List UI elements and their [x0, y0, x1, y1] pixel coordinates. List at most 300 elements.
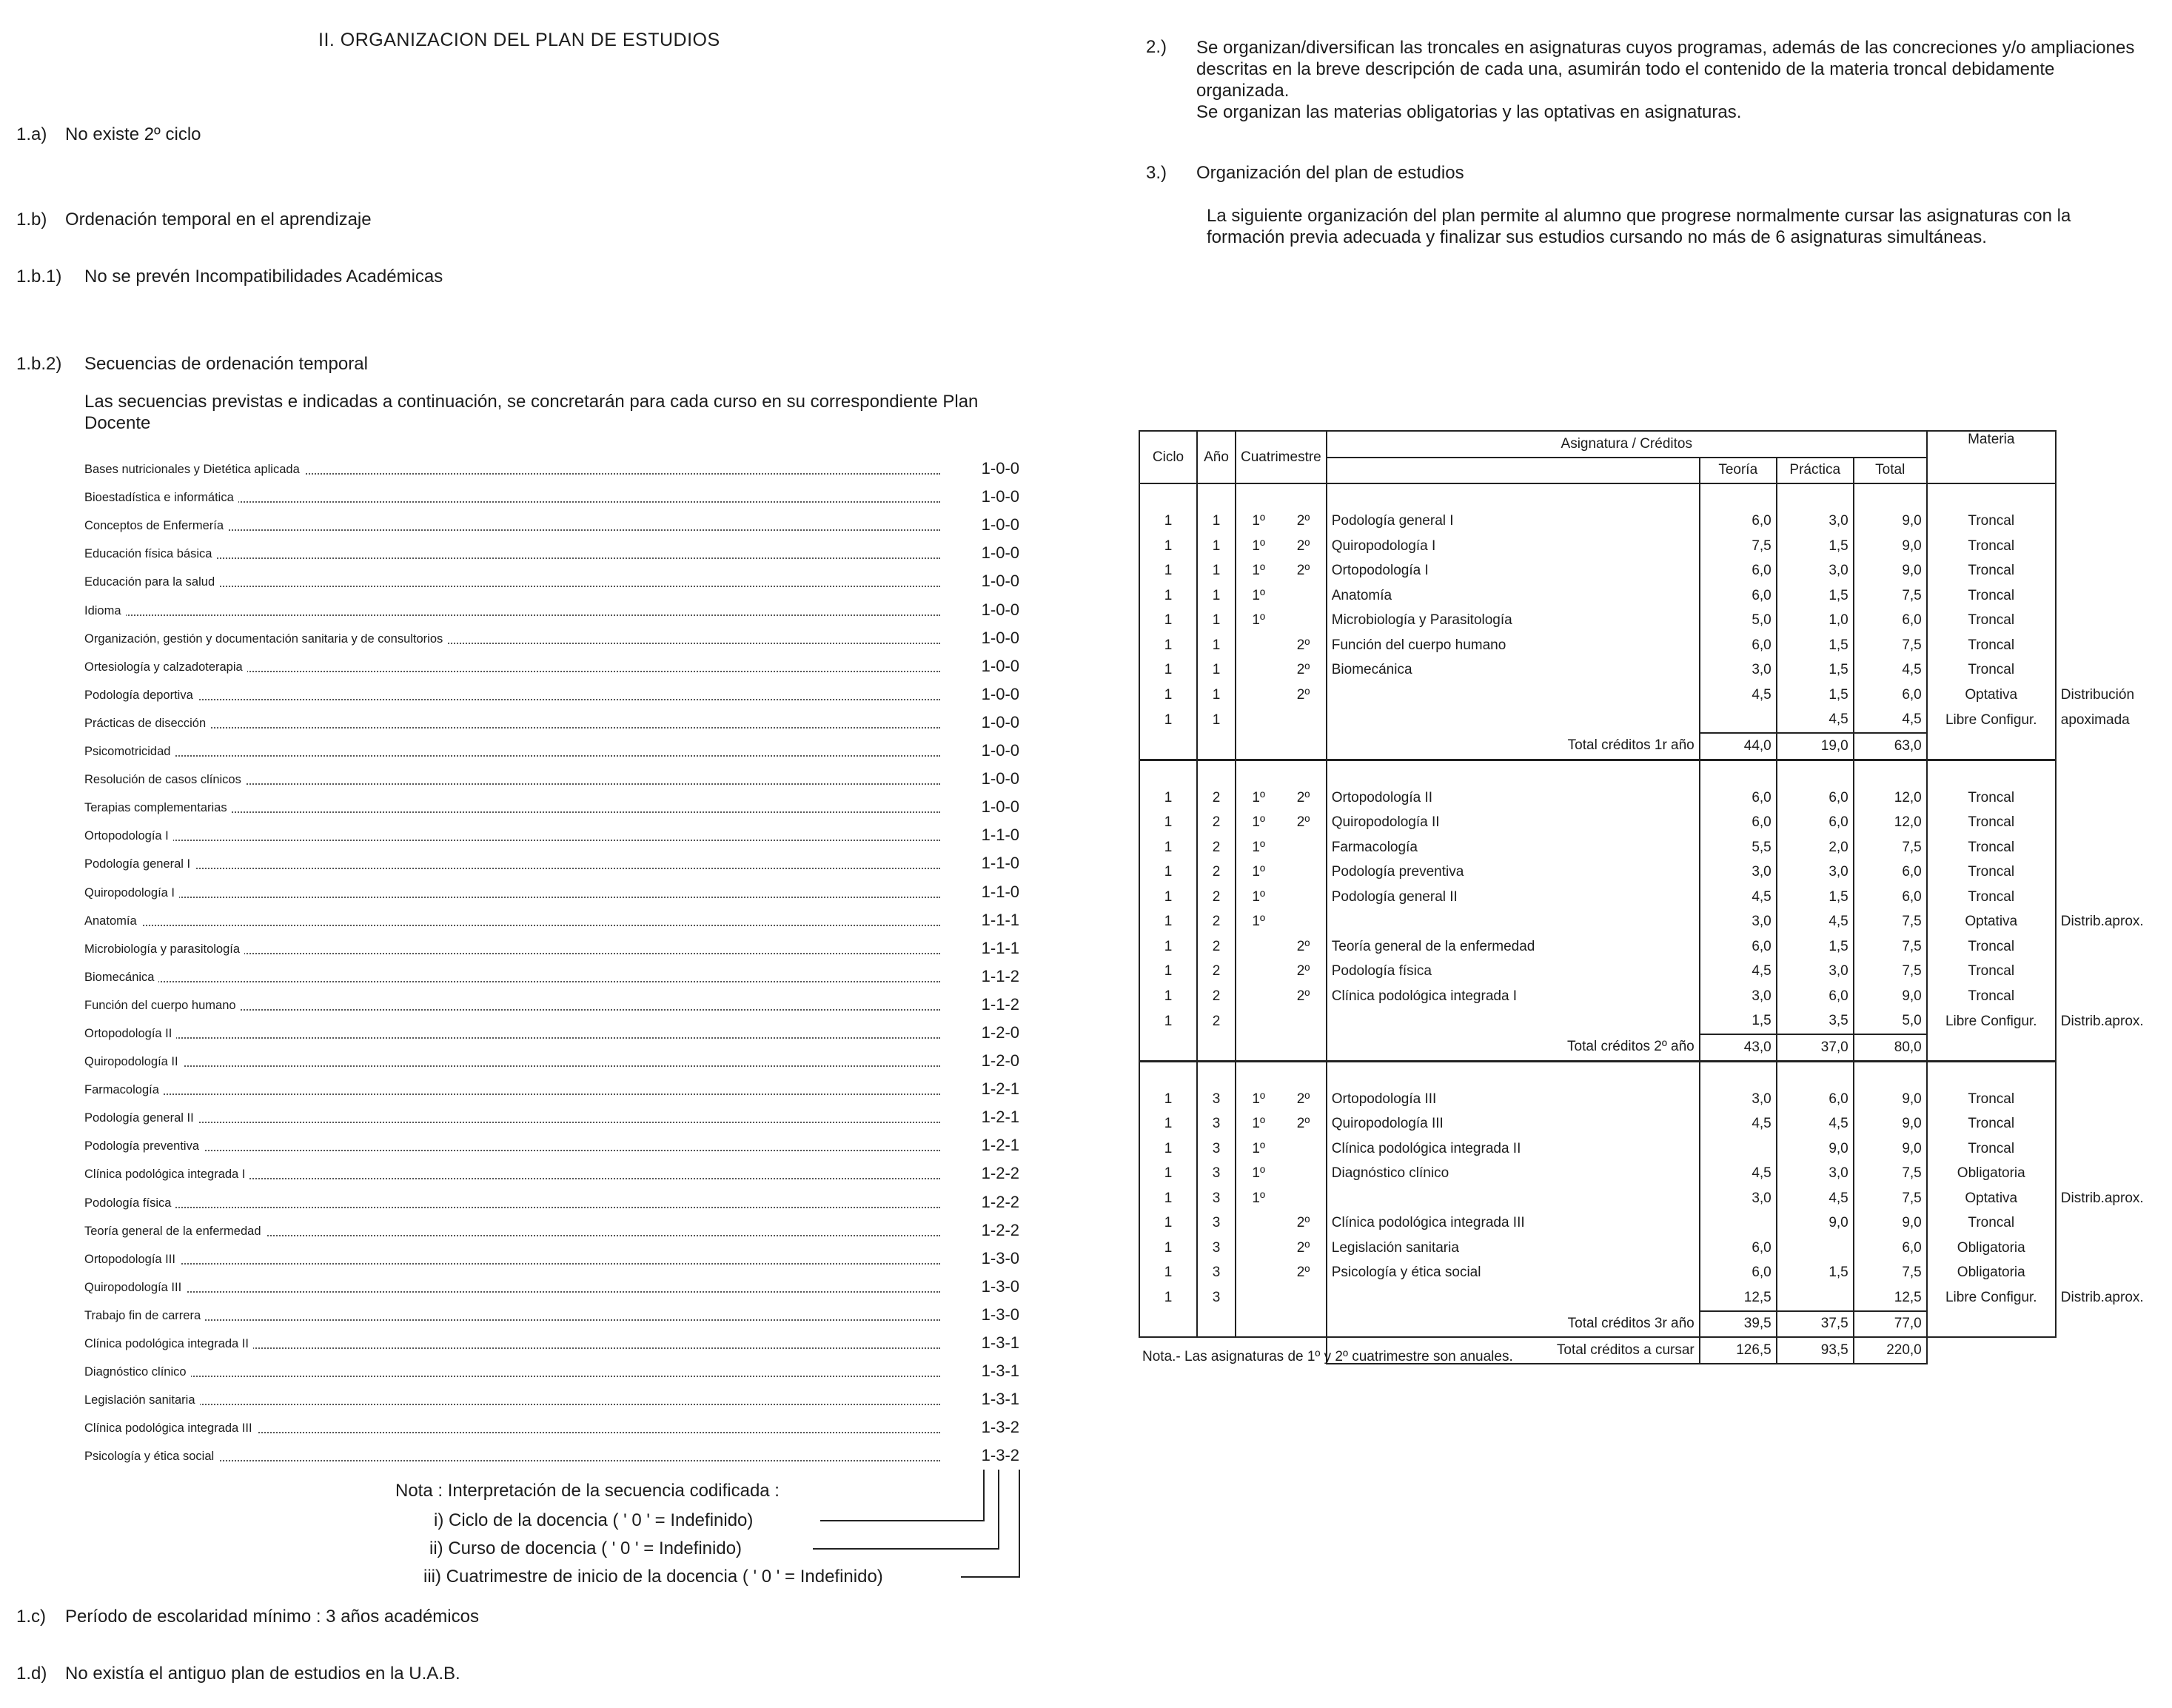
header-practica: Práctica [1777, 458, 1854, 484]
section-text: No existía el antiguo plan de estudios en la U.A.B. [65, 1664, 460, 1684]
sequence-code: 1-2-0 [981, 1022, 1019, 1042]
cell-materia: Troncal [1927, 559, 2056, 584]
cell-materia: Troncal [1927, 534, 2056, 559]
cell-q2 [1281, 885, 1326, 910]
table-row [1139, 885, 2148, 910]
sequence-code: 1-1-2 [981, 966, 1019, 985]
section-text: Período de escolaridad mínimo : 3 años académicos [65, 1607, 479, 1627]
sequence-row [81, 1047, 1022, 1075]
section-3-para: La siguiente organización del plan permite al alumno que progrese normalmente cursar las asignaturas con la formación previa adecuada y finalizar sus estudios cursando no más de 6 asignaturas simultáneas. [1207, 206, 2071, 247]
cell-teoria: 5,5 [1700, 835, 1777, 860]
cell-total: 9,0 [1854, 509, 1927, 535]
cell-practica: 1,5 [1777, 934, 1854, 960]
table-row [1139, 609, 2148, 634]
sequence-subject: Podología general II [84, 1111, 198, 1125]
cell-ciclo: 1 [1139, 1162, 1197, 1187]
cell-name: Anatomía [1327, 583, 1700, 609]
cell-q1 [1236, 1034, 1281, 1061]
cell-ciclo: 1 [1139, 984, 1197, 1009]
sequence-subject: Quiropodología I [84, 886, 179, 900]
total-row [1139, 1034, 2148, 1061]
section-1b [16, 210, 372, 230]
cell-total: 12,5 [1854, 1285, 1927, 1311]
cell-ext [2056, 934, 2148, 960]
sequence-row [81, 595, 1022, 623]
table-row [1139, 559, 2148, 584]
sequence-row [81, 1413, 1022, 1441]
cell-q1: 1º [1252, 888, 1265, 905]
cell-practica [1777, 1285, 1854, 1311]
cell-ext [2056, 960, 2148, 985]
dot-leader [84, 1065, 940, 1067]
cell-q2: 2º [1281, 683, 1326, 708]
cell-name: Ortopodología II [1327, 786, 1700, 811]
table-row [1139, 934, 2148, 960]
cell-q2: 2º [1281, 1236, 1326, 1261]
table-row [1139, 835, 2148, 860]
cell-teoria [1700, 1061, 1777, 1087]
sequence-subject: Función del cuerpo humano [84, 999, 241, 1013]
sequence-row [81, 934, 1022, 962]
cell-ext [2056, 609, 2148, 634]
cell-total: 6,0 [1854, 683, 1927, 708]
dot-leader [84, 840, 940, 841]
sequence-subject: Podología preventiva [84, 1139, 204, 1153]
sequence-subject: Bioestadística e informática [84, 491, 238, 505]
cell-q1 [1236, 760, 1281, 786]
cell-practica: 1,5 [1777, 633, 1854, 658]
note-item-i: i) Ciclo de la docencia ( ' 0 ' = Indefinido) [434, 1510, 754, 1530]
sequence-code: 1-0-0 [981, 487, 1019, 506]
cell-q1: 1º [1252, 587, 1265, 603]
cell-ciclo: 1 [1139, 1112, 1197, 1137]
cell-materia: Troncal [1927, 1112, 2056, 1137]
sequence-code: 1-1-0 [981, 854, 1019, 873]
sequence-row [81, 511, 1022, 539]
cell-q1 [1236, 1285, 1281, 1311]
cell-ciclo [1139, 733, 1197, 760]
cell-materia: Troncal [1927, 835, 2056, 860]
total-label: Total créditos a cursar [1327, 1337, 1700, 1364]
total-row [1139, 733, 2148, 760]
section-3-number: 3.) [1146, 163, 1167, 183]
cell-ciclo: 1 [1139, 683, 1197, 708]
cell-q1: 1º [1252, 789, 1265, 806]
cell-q2: 2º [1281, 559, 1326, 584]
cell-ciclo: 1 [1139, 1186, 1197, 1211]
cell-teoria: 3,0 [1700, 1087, 1777, 1112]
cell-q2: 2º [1281, 786, 1326, 811]
cell-teoria: 1,5 [1700, 1009, 1777, 1035]
cell-practica: 3,0 [1777, 509, 1854, 535]
sequence-row [81, 906, 1022, 934]
cell-total: 9,0 [1854, 1087, 1927, 1112]
cell-teoria [1700, 1211, 1777, 1236]
cell-total: 9,0 [1854, 559, 1927, 584]
sequence-subject: Prácticas de disección [84, 717, 210, 731]
cell-teoria: 6,0 [1700, 633, 1777, 658]
cell-q2 [1281, 1034, 1326, 1061]
sequence-code: 1-1-1 [981, 938, 1019, 957]
cell-teoria [1700, 760, 1777, 786]
cell-ciclo [1139, 1061, 1197, 1087]
cell-teoria: 3,0 [1700, 658, 1777, 683]
cell-ano: 1 [1197, 633, 1236, 658]
cell-ano: 1 [1197, 609, 1236, 634]
header-name-blank [1327, 458, 1700, 484]
cell-q1 [1236, 683, 1281, 708]
table-row [1139, 708, 2148, 734]
cell-name: Ortopodología I [1327, 559, 1700, 584]
table-row [1139, 1112, 2148, 1137]
cell-q1 [1236, 1061, 1281, 1087]
cell-practica: 4,5 [1777, 708, 1854, 734]
cell-ano: 1 [1197, 583, 1236, 609]
cell-teoria [1700, 1136, 1777, 1162]
cell-ext [2056, 559, 2148, 584]
sequence-row [81, 1159, 1022, 1188]
cell-ext: Distrib.aprox. [2060, 1190, 2144, 1206]
cell-ano: 2 [1197, 885, 1236, 910]
sequence-list [81, 455, 1022, 1470]
section-1d [16, 1664, 460, 1684]
cell-ano: 1 [1197, 658, 1236, 683]
cell-practica: 1,5 [1777, 583, 1854, 609]
cell-q2: 2º [1281, 811, 1326, 836]
note-item-iii: iii) Cuatrimestre de inicio de la docencia ( ' 0 ' = Indefinido) [423, 1567, 883, 1587]
dot-leader [84, 1150, 940, 1151]
cell-ciclo: 1 [1139, 708, 1197, 734]
credits-table-body [1139, 431, 2148, 1364]
cell-q1 [1236, 733, 1281, 760]
dot-leader [84, 614, 940, 616]
cell-materia: Libre Configur. [1927, 708, 2056, 734]
table-row [1139, 1285, 2148, 1311]
section-3-text: Organización del plan de estudios [1196, 163, 1464, 183]
sequence-code: 1-0-0 [981, 684, 1019, 703]
cell-name: Clínica podológica integrada III [1327, 1211, 1700, 1236]
sequence-code: 1-0-0 [981, 741, 1019, 760]
sequence-row [81, 793, 1022, 821]
cell-materia: Troncal [1927, 509, 2056, 535]
cell-materia [1927, 733, 2056, 760]
cell-q2: 2º [1281, 1211, 1326, 1236]
sequence-code: 1-0-0 [981, 797, 1019, 817]
table-row [1139, 1136, 2148, 1162]
cell-materia [1927, 483, 2056, 509]
cell-teoria: 6,0 [1700, 1236, 1777, 1261]
cell-ano: 2 [1197, 860, 1236, 885]
cell-practica: 4,5 [1777, 910, 1854, 935]
sequence-subject: Teoría general de la enfermedad [84, 1225, 266, 1239]
cell-q1 [1236, 633, 1281, 658]
cell-ano [1197, 1311, 1236, 1338]
cell-teoria: 4,5 [1700, 885, 1777, 910]
cell-teoria: 3,0 [1700, 910, 1777, 935]
cell-total: 12,0 [1854, 811, 1927, 836]
cell-total: 6,0 [1854, 885, 1927, 910]
cell-practica: 9,0 [1777, 1136, 1854, 1162]
section-1c [16, 1607, 479, 1627]
total-total: 63,0 [1854, 733, 1927, 760]
bracket-line [961, 1470, 1020, 1578]
cell-ext [2056, 984, 2148, 1009]
section-2-number: 2.) [1146, 37, 1167, 57]
cell-teoria: 3,0 [1700, 984, 1777, 1009]
table-spacer-row [1139, 1061, 2148, 1087]
section-2-text [1196, 37, 2151, 123]
cell-q2 [1281, 483, 1326, 509]
dot-leader [84, 1037, 940, 1039]
cell-ext [2056, 733, 2148, 760]
cell-ext [2056, 811, 2148, 836]
cell-name [1327, 708, 1700, 734]
dot-leader [84, 727, 940, 729]
sequence-row [81, 1301, 1022, 1329]
cell-q2: 2º [1281, 934, 1326, 960]
section-1a [16, 124, 201, 145]
table-row [1139, 658, 2148, 683]
cell-ano: 2 [1197, 786, 1236, 811]
cell-practica: 6,0 [1777, 984, 1854, 1009]
sequence-code: 1-2-1 [981, 1079, 1019, 1099]
cell-q1 [1236, 1236, 1281, 1261]
sequence-row [81, 1188, 1022, 1216]
cell-q1 [1236, 658, 1281, 683]
cell-ext [2056, 1311, 2148, 1338]
cell-total: 7,5 [1854, 934, 1927, 960]
section-number: 1.c) [16, 1607, 47, 1627]
cell-ext [2056, 509, 2148, 535]
total-teoria: 126,5 [1700, 1337, 1777, 1364]
table-row [1139, 509, 2148, 535]
cell-ano: 1 [1197, 708, 1236, 734]
cell-q2 [1281, 1061, 1326, 1087]
cell-teoria: 3,0 [1700, 860, 1777, 885]
cell-name [1327, 760, 1700, 786]
sequence-row [81, 709, 1022, 737]
cell-materia: Troncal [1927, 1211, 2056, 1236]
cell-practica: 3,5 [1777, 1009, 1854, 1035]
cell-total: 4,5 [1854, 708, 1927, 734]
cell-q1: 1º [1252, 914, 1265, 930]
section-1b2 [16, 354, 368, 375]
cell-q2: 2º [1281, 534, 1326, 559]
cell-q2 [1281, 910, 1326, 935]
sequence-row [81, 765, 1022, 793]
sequence-subject: Terapias complementarias [84, 801, 232, 815]
cell-teoria: 5,0 [1700, 609, 1777, 634]
cell-total: 7,5 [1854, 960, 1927, 985]
cell-ciclo: 1 [1139, 609, 1197, 634]
total-teoria: 43,0 [1700, 1034, 1777, 1061]
cell-ext [2056, 885, 2148, 910]
cell-name: Diagnóstico clínico [1327, 1162, 1700, 1187]
cell-q1: 1º [1252, 537, 1265, 554]
sequence-code: 1-3-2 [981, 1446, 1019, 1465]
cell-name: Quiropodología I [1327, 534, 1700, 559]
cell-name: Farmacología [1327, 835, 1700, 860]
cell-practica: 1,5 [1777, 1261, 1854, 1286]
sequence-code: 1-3-1 [981, 1333, 1019, 1352]
sequence-row [81, 1357, 1022, 1385]
cell-name [1327, 483, 1700, 509]
cell-name: Ortopodología III [1327, 1087, 1700, 1112]
cell-total: 5,0 [1854, 1009, 1927, 1035]
sequence-code: 1-2-1 [981, 1108, 1019, 1127]
sequence-code: 1-2-2 [981, 1220, 1019, 1239]
cell-materia [1927, 1337, 2056, 1364]
cell-total: 6,0 [1854, 609, 1927, 634]
cell-ext: apoximada [2060, 711, 2130, 728]
dot-leader [84, 1207, 940, 1208]
table-spacer-row [1139, 760, 2148, 786]
dot-leader [84, 868, 940, 869]
sequence-code: 1-3-0 [981, 1248, 1019, 1267]
cell-practica: 1,5 [1777, 658, 1854, 683]
sequence-row [81, 624, 1022, 652]
sequence-subject: Bases nutricionales y Dietética aplicada [84, 463, 304, 477]
cell-name: Quiropodología II [1327, 811, 1700, 836]
cell-ext [2056, 633, 2148, 658]
cell-teoria: 6,0 [1700, 559, 1777, 584]
cell-practica [1777, 760, 1854, 786]
cell-teoria: 6,0 [1700, 786, 1777, 811]
total-label: Total créditos 2º año [1327, 1034, 1700, 1061]
cell-name: Psicología y ética social [1327, 1261, 1700, 1286]
cell-teoria: 3,0 [1700, 1186, 1777, 1211]
cell-ext [2056, 483, 2148, 509]
cell-practica: 2,0 [1777, 835, 1854, 860]
cell-teoria: 4,5 [1700, 960, 1777, 985]
cell-ext [2056, 658, 2148, 683]
cell-q2 [1281, 1162, 1326, 1187]
cell-q1: 1º [1252, 839, 1265, 855]
cell-practica: 1,5 [1777, 683, 1854, 708]
cell-total: 9,0 [1854, 1136, 1927, 1162]
sequence-subject: Ortopodología III [84, 1253, 180, 1267]
sequence-row [81, 849, 1022, 877]
sequence-row [81, 1216, 1022, 1245]
total-label: Total créditos 3r año [1327, 1311, 1700, 1338]
credits-table [1139, 430, 2148, 1364]
cell-ciclo: 1 [1139, 534, 1197, 559]
cell-ano: 3 [1197, 1285, 1236, 1311]
cell-q1 [1236, 1261, 1281, 1286]
cell-total: 7,5 [1854, 835, 1927, 860]
cell-teoria: 6,0 [1700, 1261, 1777, 1286]
table-row [1139, 860, 2148, 885]
sequence-code: 1-2-2 [981, 1164, 1019, 1183]
cell-materia: Optativa [1927, 1186, 2056, 1211]
cell-ciclo: 1 [1139, 1009, 1197, 1035]
cell-total: 12,0 [1854, 786, 1927, 811]
cell-ano: 3 [1197, 1136, 1236, 1162]
cell-ciclo [1139, 1311, 1197, 1338]
cell-materia: Obligatoria [1927, 1236, 2056, 1261]
cell-ext [2056, 1236, 2148, 1261]
cell-practica: 6,0 [1777, 811, 1854, 836]
sequence-subject: Ortopodología I [84, 829, 173, 843]
cell-total: 7,5 [1854, 910, 1927, 935]
sequence-subject: Educación para la salud [84, 575, 219, 589]
table-row [1139, 534, 2148, 559]
cell-name: Podología física [1327, 960, 1700, 985]
cell-name [1327, 1061, 1700, 1087]
cell-ciclo: 1 [1139, 811, 1197, 836]
cell-ano: 2 [1197, 984, 1236, 1009]
sequence-code: 1-0-0 [981, 543, 1019, 563]
cell-ciclo: 1 [1139, 1236, 1197, 1261]
cell-ano: 1 [1197, 559, 1236, 584]
cell-ano: 3 [1197, 1236, 1236, 1261]
header-cuatrimestre: Cuatrimestre [1236, 431, 1327, 483]
sequence-subject: Ortesiología y calzadoterapia [84, 660, 247, 674]
cell-q1 [1236, 708, 1281, 734]
cell-q2: 2º [1281, 1112, 1326, 1137]
total-practica: 37,5 [1777, 1311, 1854, 1338]
cell-materia: Troncal [1927, 633, 2056, 658]
cell-practica: 3,0 [1777, 860, 1854, 885]
header-materia: Materia [1927, 431, 2056, 483]
cell-ext [2056, 1136, 2148, 1162]
cell-q2 [1281, 835, 1326, 860]
cell-ext [2056, 1162, 2148, 1187]
sequence-row [81, 1075, 1022, 1103]
dot-leader [84, 1404, 940, 1405]
cell-practica: 9,0 [1777, 1211, 1854, 1236]
cell-q2 [1281, 1285, 1326, 1311]
total-row [1139, 1311, 2148, 1338]
total-label: Total créditos 1r año [1327, 733, 1700, 760]
cell-materia: Troncal [1927, 1136, 2056, 1162]
sequence-subject: Diagnóstico clínico [84, 1365, 191, 1379]
dot-leader [84, 1376, 940, 1377]
cell-name: Biomecánica [1327, 658, 1700, 683]
cell-ciclo: 1 [1139, 1285, 1197, 1311]
sequence-code: 1-1-0 [981, 825, 1019, 845]
sequence-subject: Quiropodología II [84, 1055, 183, 1069]
cell-ext [2056, 1061, 2148, 1087]
cell-total: 9,0 [1854, 1112, 1927, 1137]
section-text: No existe 2º ciclo [65, 124, 201, 144]
cell-q2: 2º [1281, 960, 1326, 985]
table-row [1139, 910, 2148, 935]
cell-teoria: 6,0 [1700, 509, 1777, 535]
sequence-code: 1-3-1 [981, 1390, 1019, 1409]
sequence-code: 1-2-0 [981, 1051, 1019, 1071]
dot-leader [84, 755, 940, 757]
cell-q1 [1236, 934, 1281, 960]
cell-ano: 3 [1197, 1261, 1236, 1286]
cell-ciclo: 1 [1139, 1211, 1197, 1236]
cell-name [1327, 683, 1700, 708]
sequence-row [81, 1441, 1022, 1470]
cell-ano: 3 [1197, 1211, 1236, 1236]
cell-q1 [1236, 1311, 1281, 1338]
cell-materia: Troncal [1927, 658, 2056, 683]
cell-ano [1197, 1061, 1236, 1087]
cell-ano: 3 [1197, 1186, 1236, 1211]
cell-materia: Obligatoria [1927, 1261, 2056, 1286]
sequence-row [81, 877, 1022, 905]
cell-q1: 1º [1252, 1140, 1265, 1156]
cell-name: Teoría general de la enfermedad [1327, 934, 1700, 960]
table-row [1139, 1009, 2148, 1035]
table-row [1139, 683, 2148, 708]
cell-q1 [1236, 984, 1281, 1009]
table-spacer-row [1139, 483, 2148, 509]
